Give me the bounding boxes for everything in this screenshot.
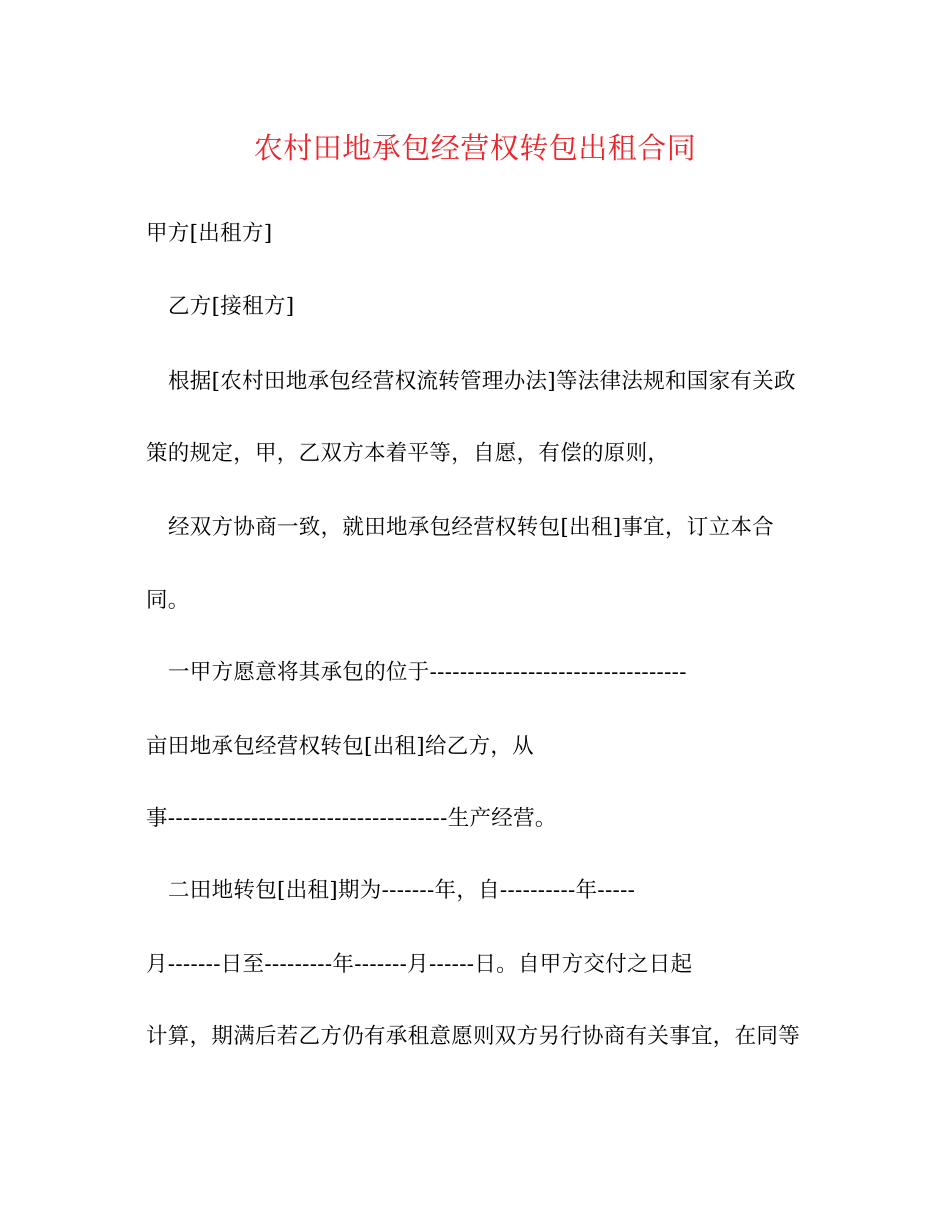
clause-one-line-3: 事-------------------------------------生产经营。 xyxy=(146,806,557,831)
party-a-line: 甲方[出租方] xyxy=(146,221,273,246)
clause-two-line-1: 二田地转包[出租]期为-------年，自----------年----- xyxy=(168,878,636,903)
document-title: 农村田地承包经营权转包出租合同 xyxy=(253,131,697,165)
paragraph-agreement-line-2: 同。 xyxy=(146,588,190,613)
clause-one-line-2: 亩田地承包经营权转包[出租]给乙方，从 xyxy=(146,734,534,759)
paragraph-agreement-line-1: 经双方协商一致，就田地承包经营权转包[出租]事宜，订立本合 xyxy=(168,515,774,540)
paragraph-basis-line-1: 根据[农村田地承包经营权流转管理办法]等法律法规和国家有关政 xyxy=(168,369,796,394)
party-b-line: 乙方[接租方] xyxy=(168,294,295,319)
clause-two-line-3: 计算，期满后若乙方仍有承租意愿则双方另行协商有关事宜，在同等 xyxy=(146,1024,801,1049)
clause-one-line-1: 一甲方愿意将其承包的位于---------------------------------- xyxy=(168,660,687,685)
paragraph-basis-line-2: 策的规定，甲，乙双方本着平等，自愿，有偿的原则， xyxy=(146,441,670,466)
clause-two-line-2: 月-------日至---------年-------月------日。自甲方交付之日起 xyxy=(146,952,693,977)
